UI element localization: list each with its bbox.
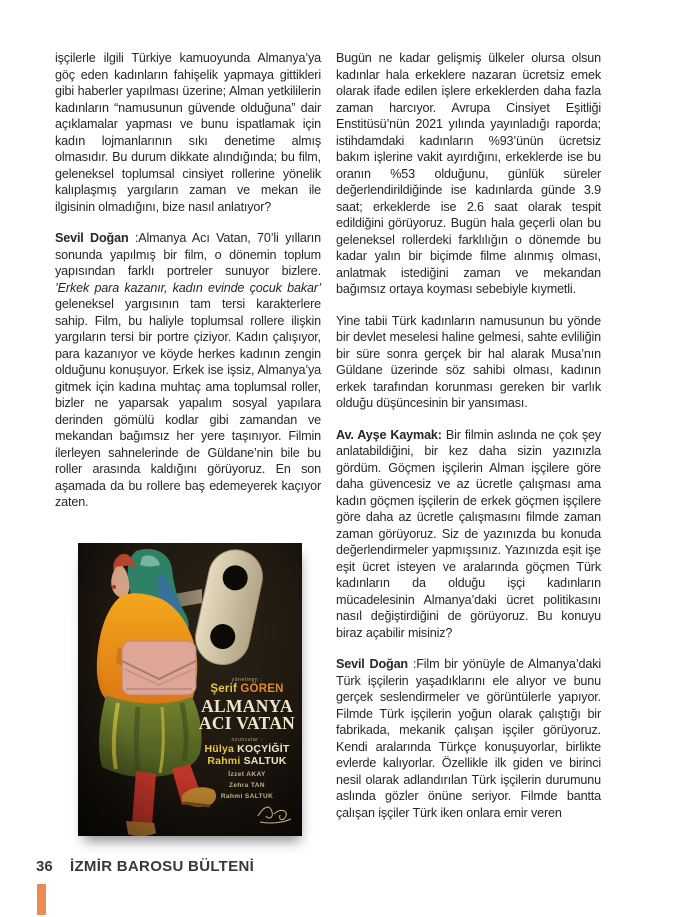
cast-first-name: Hülya bbox=[204, 743, 235, 755]
cast-member-2 bbox=[196, 755, 298, 767]
credit-line: İzzet AKAY bbox=[228, 771, 266, 778]
speaker-separator: : bbox=[128, 231, 139, 245]
italic-quote: ’Erkek para kazanır, kadın evinde çocuk bakar’ bbox=[55, 280, 321, 295]
director-first-name: Şerif bbox=[210, 683, 237, 695]
right-text-column bbox=[336, 50, 601, 836]
paragraph-sevil-dogan-2 bbox=[336, 656, 601, 821]
cast-label: oyuncular : bbox=[231, 737, 263, 743]
credit-line: Rahmi SALTUK bbox=[220, 793, 274, 800]
left-text-column bbox=[55, 50, 321, 526]
film-title-line-1: ALMANYA bbox=[201, 696, 293, 716]
bulletin-title: İZMİR BAROSU BÜLTENİ bbox=[70, 858, 255, 875]
paragraph-sevil-dogan-1 bbox=[55, 230, 321, 511]
director-name bbox=[196, 683, 298, 696]
body-text: geleneksel yargısının tam tersi karakterlere sahip. Film, bu haliyle toplumsal rollere ilişkin yargıların tersi bir portre çiziyor. Kadın çalışıyor, para kazanıyor ve köyde herkes kadının zengin olduğunu konuşuyor. Erkek ise işsiz, Almanya’ya gitmek için kadına muhtaç ama toplumsal roller, bizler ne yaparsak yapalım sosyal yapılara derinden gömülü kodlar gibi zamandan ve mekandan bağımsız her yere taşınıyor. Filmin ilerleyen sahnelerinde de Güldane’nin bile bu roller arasında kaldığını görüyoruz. En son aşamada da bu rollere baş edemeyerek kaçıyor zaten. bbox=[55, 297, 321, 509]
director-last-name: GÖREN bbox=[240, 683, 284, 695]
body-text: Film bir yönüyle de Almanya’daki Türk işçilerin yaşadıklarını ele alıyor ve bunu gerçek seslendirmeler ve görüntülerle yapıyor. Filmde Türk işçilerin yoğun olarak çalıştığı bir fabrikada, mekanik çalışan işçiler görüyoruz. Kendi aralarında Türkçe konuşuyorlar, birlikte evlerde kalıyorlar. Özellikle ilk giden ve birinci nesil olarak adlandırılan Türk işçilerin durumunu aslında gözler önüne seriyor. Filmde bantta çalışan işçiler Türk iken onlara emir veren bbox=[336, 657, 602, 820]
film-title-line-2: ACI VATAN bbox=[198, 713, 296, 733]
speaker-name: Sevil Doğan bbox=[55, 231, 129, 245]
speaker-name: Av. Ayşe Kaymak: bbox=[336, 427, 442, 442]
body-text: işçilerle ilgili Türkiye kamuoyunda Almanya’ya göç eden kadınların fahişelik yapmaya gittikleri gibi haberler yapılması üzerine; Alman yetkililerin kadınların “namusunun güvende olduğuna” dair açıklamalar yapması ve bunu ispatlamak için kadın lojmanlarının sıkı denetime almış olmasıdır. Bu durum dikkate alındığında; bu film, geleneksel toplumsal cinsiyet rollerine yönelik kalıplaşmış yargıların zaman ve mekan ile ilgisinin olmadığını, bize nasıl anlatıyor? bbox=[55, 51, 321, 214]
cast-first-name: Rahmi bbox=[207, 755, 241, 767]
body-text: Yine tabii Türk kadınların namusunun bu yönde bir devlet meselesi haline gelmesi, sahte evliliğin bir süre sonra gerçek bir hal alarak Musa’nın Güldane üzerinde söz sahibi olması, kadının erkek tarafından korunması gereken bir varlık olduğu düşüncesinin bir yansıması. bbox=[336, 313, 601, 410]
body-text: Bir filmin aslında ne çok şey anlatabildiğini, bir kez daha sizin yazınızla gördüm. Göçmen işçilerin Alman işçilere göre daha güvencesiz ve az ücretle çalışması ama kadın göçmen işçilerin de erkek göçmen işçilere göre daha az ücretle çalışmasını filmde zaman zaman görüyoruz. Siz de yazınızda bu konuda değerlendirmeler yapmışsınız. Yazınızda eşit işe eşit ücret isteyen ve aralarında göçmen Türk kadınların da olduğu işçi kadınların mücadelesinin Almanya’daki ücret politikasını nasıl değiştirdiğini de görüyoruz. Bu konuyu biraz açabilir misiniz? bbox=[336, 427, 601, 640]
artist-signature bbox=[254, 802, 294, 826]
paragraph-continuation bbox=[55, 50, 321, 215]
film-poster-almanya-aci-vatan bbox=[78, 543, 302, 836]
credit-line: Zehra TAN bbox=[229, 782, 265, 789]
poster-text-block bbox=[196, 677, 298, 800]
speaker-separator: : bbox=[407, 657, 417, 671]
paragraph-ayse-kaymak bbox=[336, 427, 601, 642]
director-label: yönetmen : bbox=[231, 677, 263, 683]
paragraph bbox=[336, 50, 601, 298]
speaker-name: Sevil Doğan bbox=[336, 657, 408, 671]
cast-member-1 bbox=[196, 743, 298, 755]
paragraph bbox=[336, 313, 601, 412]
body-text: Bugün ne kadar gelişmiş ülkeler olursa olsun kadınlar hala erkeklere nazaran ücretsiz emek olarak ifade edilen işlere erkeklerden daha fazla zaman harcıyor. Avrupa Cinsiyet Eşitliği Enstitüsü’nün 2021 yılında yayınladığı raporda; istihdamdaki kadınların %93’ünün ücretsiz bakım işlerine vakit ayırdığını, erkeklerde ise bu oranın %53 olduğunu, günlük süreler değerlendirildiğinde ise kadınlarda günde 3.9 saat; erkeklerde ise 2.6 saat olarak tespit edildiğini görüyoruz. Bugün hala geçerli olan bu geleneksel rollerdeki farklılığın o dönemde bu kadar yalın bir biçimde filme alınmış olması, anlatmak istediğini zaman ve mekandan bağımsız ortaya koyması sebebiyle kıymetli. bbox=[336, 51, 601, 296]
cast-last-name: SALTUK bbox=[243, 755, 287, 767]
cast-last-name: KOÇYİĞİT bbox=[237, 743, 290, 755]
page-number: 36 bbox=[36, 858, 53, 875]
body-text: Almanya Acı Vatan, 70’li yılların sonunda yapılmış bir film, o dönemin toplum yapısından farklı portreler sunuyor bizlere. bbox=[55, 231, 322, 278]
accent-bar bbox=[37, 884, 46, 915]
